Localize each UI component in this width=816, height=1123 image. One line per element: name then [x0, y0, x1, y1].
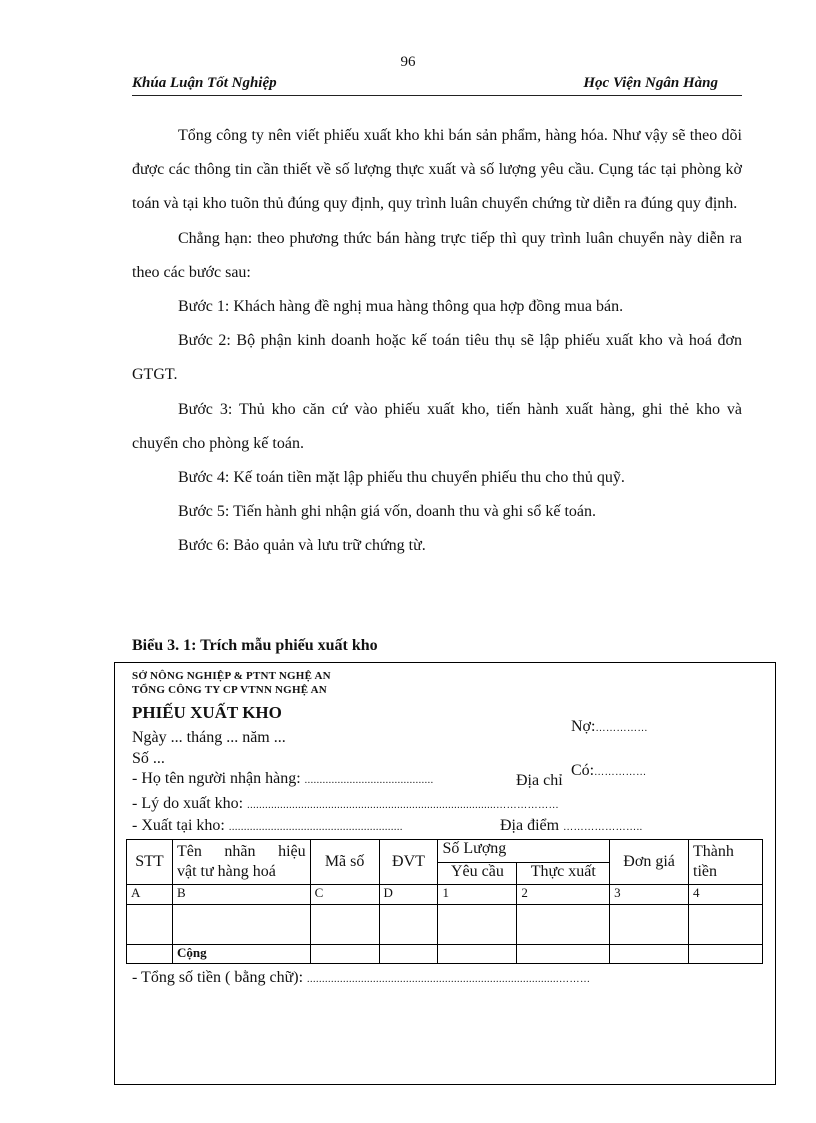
table-cell — [517, 945, 610, 964]
table-header-row — [127, 840, 763, 863]
paragraph: Bước 2: Bộ phận kinh doanh hoặc kế toán tiêu thụ sẽ lập phiếu xuất kho và hoá đơn GTGT. — [132, 332, 742, 384]
table-cell: D — [379, 885, 438, 905]
address-label: Địa chỉ — [516, 772, 563, 789]
table-cell — [127, 905, 173, 945]
table-cell — [689, 945, 763, 964]
location-dots: ………………….. — [563, 822, 643, 833]
table-cell — [517, 905, 610, 945]
paragraph: Bước 6: Bảo quản và lưu trữ chứng từ. — [178, 537, 426, 555]
figure-caption: Biểu 3. 1: Trích mẫu phiếu xuất kho — [132, 637, 378, 654]
reason-field — [132, 795, 559, 813]
table-total-row — [127, 945, 763, 964]
receiver-label: - Họ tên người nhận hàng: — [132, 770, 301, 787]
credit-dots: …………… — [594, 767, 647, 778]
header-amount-line1: Thành — [693, 843, 734, 860]
table-cell — [438, 945, 517, 964]
header-name — [172, 840, 310, 885]
total-words-field — [132, 969, 591, 987]
receiver-dots: ........................................... — [304, 775, 434, 786]
warehouse-field — [132, 817, 403, 835]
table-cell: C — [310, 885, 379, 905]
receiver-field — [132, 770, 434, 788]
running-header — [132, 74, 742, 96]
table-cell — [689, 905, 763, 945]
table-cell — [379, 945, 438, 964]
debit-label: Nợ: — [571, 718, 596, 735]
table-cell: 4 — [689, 885, 763, 905]
header-left: Khúa Luận Tốt Nghiệp — [132, 75, 277, 91]
reason-dots: ...................................................................................……………… — [247, 800, 560, 811]
header-right: Học Viện Ngân Hàng — [583, 75, 718, 91]
table-cell — [310, 945, 379, 964]
form-title: PHIẾU XUẤT KHO — [132, 703, 282, 722]
table-cell — [438, 905, 517, 945]
credit-label: Có: — [571, 762, 595, 779]
warehouse-label: - Xuất tại kho: — [132, 817, 225, 834]
header-amount — [689, 840, 763, 885]
header-qty: Số Lượng — [438, 840, 610, 863]
table-cell: 2 — [517, 885, 610, 905]
paragraph: Bước 3: Thủ kho căn cứ vào phiếu xuất kho, tiến hành xuất hàng, ghi thẻ kho và chuyển cho phòng kế toán. — [132, 400, 742, 452]
table-cell — [610, 945, 689, 964]
page-number: 96 — [400, 54, 416, 70]
table-cell — [379, 905, 438, 945]
table-cell — [310, 905, 379, 945]
paragraph: Tổng công ty nên viết phiếu xuất kho khi bán sản phẩm, hàng hóa. Như vậy sẽ theo dõi được các thông tin cần thiết về số lượng thực xuất và số lượng yêu cầu. Cụng tác tại phòng kờ toán và tại kho tuõn thủ đúng quy định, quy trình luân chuyển chứng từ diễn ra đúng quy định. — [132, 127, 742, 213]
credit-field — [571, 762, 647, 780]
header-unit: ĐVT — [379, 840, 438, 885]
number-line: Số ... — [132, 750, 165, 767]
header-qty-act: Thực xuất — [517, 863, 610, 885]
table-cell — [610, 905, 689, 945]
org-line-2: TỔNG CÔNG TY CP VTNN NGHỆ AN — [132, 684, 327, 696]
date-line: Ngày ... tháng ... năm ... — [132, 729, 286, 746]
header-stt: STT — [127, 840, 173, 885]
header-name-line1: Tên nhãn hiệu — [176, 843, 306, 860]
table-cell — [127, 945, 173, 964]
paragraph: Bước 1: Khách hàng đề nghị mua hàng thông qua hợp đồng mua bán. — [178, 298, 624, 316]
table-cell: 3 — [610, 885, 689, 905]
body-text — [132, 119, 742, 564]
header-amount-line2: tiền — [693, 863, 718, 880]
paragraph: Bước 4: Kế toán tiền mặt lập phiếu thu chuyển phiếu thu cho thủ quỹ. — [178, 469, 625, 487]
paragraph: Chẳng hạn: theo phương thức bán hàng trực tiếp thì quy trình luân chuyển này diễn ra theo các bước sau: — [132, 229, 742, 281]
header-price: Đơn giá — [610, 840, 689, 885]
table-code-row — [127, 885, 763, 905]
debit-field — [571, 718, 648, 736]
table-cell: 1 — [438, 885, 517, 905]
goods-table — [126, 839, 763, 964]
reason-label: - Lý do xuất kho: — [132, 795, 244, 812]
total-words-dots: ....................................................................................……… — [307, 974, 591, 985]
total-label: Cộng — [172, 945, 310, 964]
warehouse-dots: .......................................................... — [228, 822, 403, 833]
header-name-line2: vật tư hàng hoá — [176, 863, 276, 880]
paragraph: Bước 5: Tiến hành ghi nhận giá vốn, doanh thu và ghi sổ kế toán. — [178, 503, 596, 521]
debit-dots: …………… — [595, 723, 648, 734]
header-code: Mã số — [310, 840, 379, 885]
org-line-1: SỞ NÔNG NGHIỆP & PTNT NGHỆ AN — [132, 670, 331, 682]
location-field — [500, 817, 643, 835]
table-cell: A — [127, 885, 173, 905]
location-label: Địa điểm — [500, 817, 560, 834]
table-cell — [172, 905, 310, 945]
header-qty-req: Yêu cầu — [438, 863, 517, 885]
table-cell: B — [172, 885, 310, 905]
table-row — [127, 905, 763, 945]
total-words-label: - Tổng số tiền ( bằng chữ): — [132, 969, 304, 986]
